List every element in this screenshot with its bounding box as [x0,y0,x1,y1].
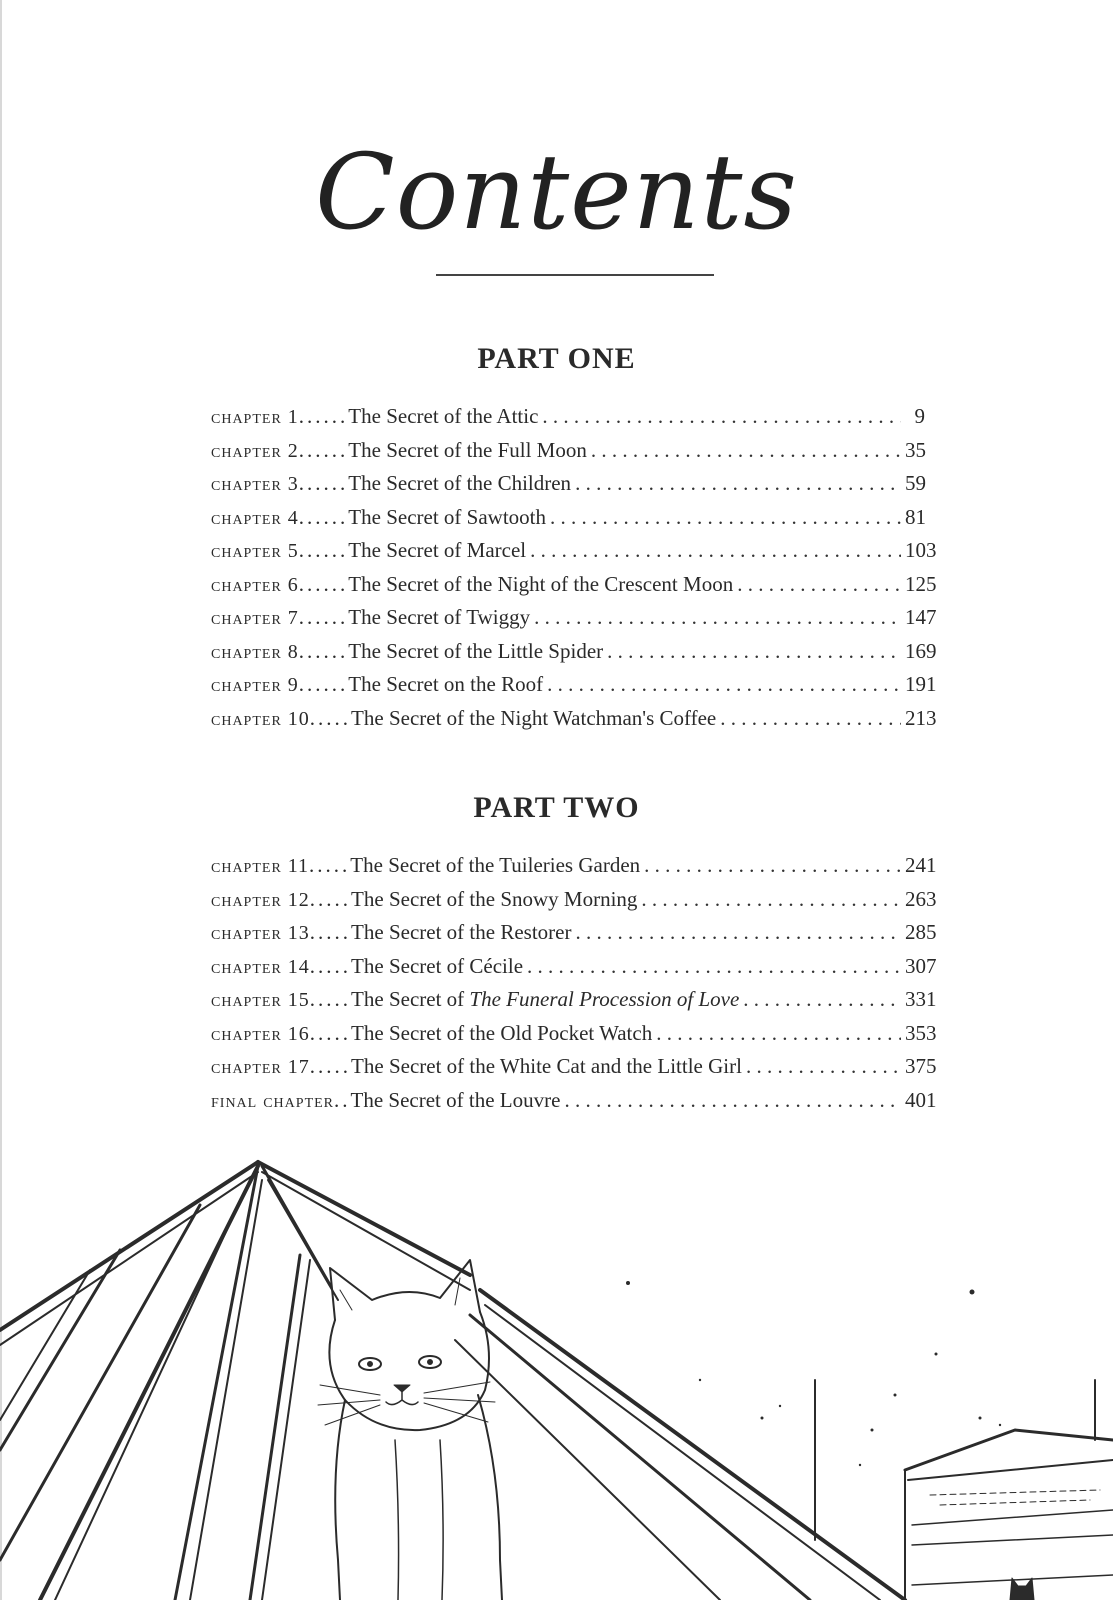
page-number: 169 [905,638,937,663]
leader-dots: ...... [298,471,349,495]
chapter-title: The Secret of Cécile [351,953,524,978]
leader-dots: ..... [309,886,352,911]
chapter-label: chapter 16 [211,1022,310,1045]
chapter-label: chapter 8 [211,640,299,663]
page-number: 191 [905,672,937,696]
chapter-label: chapter 7 [211,607,299,629]
chapter-label: chapter 10 [211,707,310,730]
leader-dots [641,887,901,912]
leader-dots: ..... [309,1020,352,1045]
chapter-title: The Secret of the Little Spider [348,638,604,663]
page-number: 353 [905,1020,937,1045]
chapter-title: The Secret of the Snowy Morning [351,886,638,911]
toc-entry [211,571,937,606]
chapter-title: The Secret of the Tuileries Garden [350,853,641,877]
toc-entry [211,1087,937,1122]
leader-dots [530,538,901,563]
part-two-heading: PART TWO [473,791,640,824]
chapter-label: final chapter [211,1089,335,1112]
leader-dots [550,505,901,530]
leader-dots [607,639,901,664]
leader-dots: ...... [298,437,349,462]
page-number: 375 [905,1054,937,1078]
chapter-title [351,987,739,1012]
leader-dots: ..... [309,953,352,978]
title-underline [436,274,714,276]
page-number: 125 [905,571,937,596]
page-number: 307 [905,953,937,978]
leader-dots [591,438,901,463]
toc-entry [211,1020,937,1055]
chapter-label: chapter 13 [211,922,310,944]
leader-dots: .. [334,1087,351,1112]
chapter-title-prefix: The Secret of [351,987,470,1011]
page-number: 401 [905,1087,937,1112]
toc-entry [211,1054,937,1088]
leader-dots [564,1088,901,1113]
page-number: 9 [914,404,925,428]
leader-dots: ...... [298,504,349,529]
leader-dots [746,1054,901,1079]
page-number: 103 [905,538,937,562]
page-number: 81 [905,504,926,529]
chapter-label: chapter 4 [211,506,299,529]
page-number: 213 [905,705,937,730]
toc-entry [211,505,925,539]
toc-entry [211,638,937,673]
page-number: 285 [905,920,937,944]
chapter-title: The Secret of Marcel [348,538,527,562]
leader-dots: ..... [309,987,352,1011]
leader-dots: ...... [298,672,349,696]
leader-dots [527,954,901,979]
leader-dots: ..... [309,1054,352,1078]
part-one-heading: PART ONE [477,342,636,375]
leader-dots [547,672,901,697]
chapter-title-italic: The Funeral Procession of Love [469,987,740,1011]
leader-dots [656,1021,901,1046]
leader-dots: ..... [309,853,351,877]
toc-entry [211,920,937,954]
chapter-title: The Secret of the Old Pocket Watch [351,1020,653,1045]
page-number: 331 [905,987,937,1011]
page-number: 263 [905,886,937,911]
toc-entry [211,438,925,472]
toc-entry [211,538,937,572]
leader-dots [542,404,901,429]
chapter-title: The Secret of the White Cat and the Little Girl [351,1054,742,1078]
leader-dots: ...... [298,404,349,428]
chapter-label: chapter 14 [211,955,310,978]
leader-dots: ..... [309,705,352,730]
chapter-title: The Secret of the Night of the Crescent Moon [348,571,734,596]
chapter-title: The Secret on the Roof [348,672,544,696]
chapter-label: chapter 1 [211,406,299,428]
leader-dots: ...... [298,538,349,562]
toc-entry [211,672,937,706]
page-title: Contents [315,131,798,253]
chapter-title: The Secret of the Children [348,471,572,495]
chapter-label: chapter 3 [211,473,299,495]
page-number: 241 [905,853,937,877]
leader-dots [575,471,901,496]
chapter-label: chapter 17 [211,1056,310,1078]
chapter-title: The Secret of the Louvre [350,1087,561,1112]
toc-entry [211,886,937,921]
chapter-title: The Secret of the Attic [348,404,539,428]
leader-dots: ...... [298,638,349,663]
toc-entry [211,404,925,438]
part-one-chapter-list [211,404,937,739]
leader-dots: ...... [298,605,349,629]
toc-entry [211,987,937,1021]
leader-dots [534,605,901,630]
toc-entry [211,471,925,505]
chapter-title: The Secret of the Restorer [351,920,572,944]
chapter-title: The Secret of the Full Moon [348,437,587,462]
chapter-label: chapter 11 [211,855,310,877]
leader-dots [743,987,901,1012]
leader-dots [644,853,901,878]
chapter-label: chapter 2 [211,439,299,462]
leader-dots [720,706,901,731]
leader-dots: ..... [309,920,352,944]
page-number: 147 [905,605,937,629]
toc-entry [211,605,937,639]
page-number: 59 [905,471,926,495]
leader-dots [737,572,901,597]
cat-and-louvre-pyramid-illustration [0,1140,1113,1600]
chapter-label: chapter 15 [211,989,310,1011]
chapter-label: chapter 9 [211,674,299,696]
page-number: 35 [905,437,926,462]
toc-entry [211,953,937,988]
part-two-chapter-list [211,853,937,1121]
leader-dots: ...... [298,571,349,596]
chapter-label: chapter 6 [211,573,299,596]
chapter-title: The Secret of Twiggy [348,605,531,629]
leader-dots [575,920,901,945]
toc-entry [211,705,937,740]
chapter-title: The Secret of Sawtooth [348,504,546,529]
toc-entry [211,853,937,887]
chapter-label: chapter 5 [211,540,299,562]
chapter-label: chapter 12 [211,888,310,911]
chapter-title: The Secret of the Night Watchman's Coffee [351,705,717,730]
